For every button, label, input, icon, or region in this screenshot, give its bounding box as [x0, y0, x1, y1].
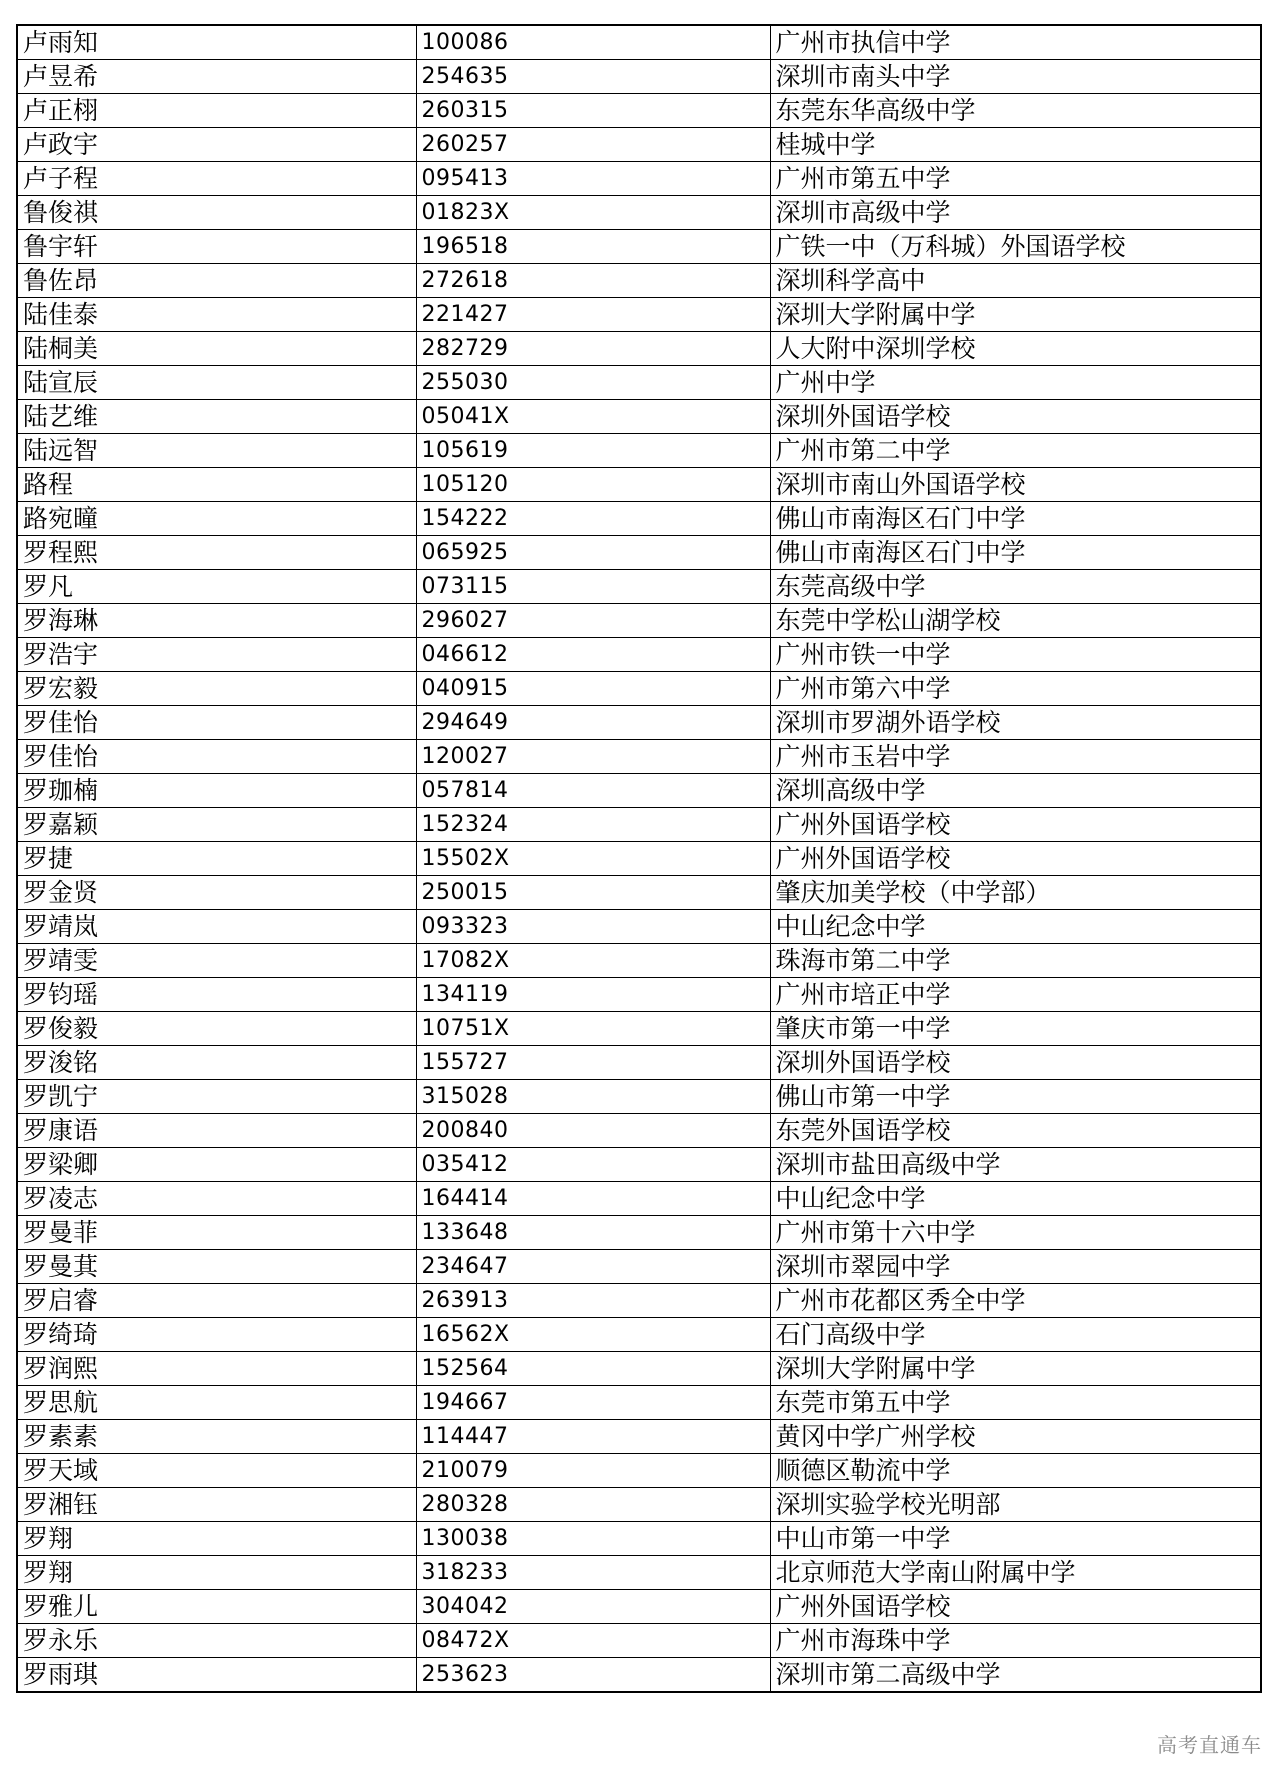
table-row [17, 570, 1261, 604]
student-id-cell: 254635 [416, 60, 770, 94]
school-name-cell: 深圳市翠园中学 [770, 1250, 1261, 1284]
school-name-cell: 中山纪念中学 [770, 1182, 1261, 1216]
table-row [17, 808, 1261, 842]
school-name-cell: 深圳市第二高级中学 [770, 1658, 1261, 1693]
school-name-cell: 广州市花都区秀全中学 [770, 1284, 1261, 1318]
table-row [17, 1386, 1261, 1420]
student-roster-table [16, 24, 1262, 1693]
student-id-cell: 155727 [416, 1046, 770, 1080]
student-id-cell: 100086 [416, 25, 770, 60]
student-id-cell: 200840 [416, 1114, 770, 1148]
school-name-cell: 深圳市罗湖外语学校 [770, 706, 1261, 740]
school-name-cell: 广州市玉岩中学 [770, 740, 1261, 774]
student-name-cell: 罗翔 [17, 1556, 416, 1590]
student-id-cell: 315028 [416, 1080, 770, 1114]
school-name-cell: 东莞外国语学校 [770, 1114, 1261, 1148]
student-id-cell: 255030 [416, 366, 770, 400]
table-row [17, 1080, 1261, 1114]
school-name-cell: 深圳科学高中 [770, 264, 1261, 298]
student-name-cell: 罗绮琦 [17, 1318, 416, 1352]
student-name-cell: 罗雅儿 [17, 1590, 416, 1624]
student-name-cell: 罗浩宇 [17, 638, 416, 672]
student-name-cell: 罗湘钰 [17, 1488, 416, 1522]
student-id-cell: 152324 [416, 808, 770, 842]
table-row [17, 1046, 1261, 1080]
school-name-cell: 佛山市南海区石门中学 [770, 536, 1261, 570]
student-name-cell: 路宛曈 [17, 502, 416, 536]
student-name-cell: 罗凯宁 [17, 1080, 416, 1114]
table-row [17, 196, 1261, 230]
school-name-cell: 深圳外国语学校 [770, 1046, 1261, 1080]
student-id-cell: 196518 [416, 230, 770, 264]
student-name-cell: 罗俊毅 [17, 1012, 416, 1046]
table-row [17, 366, 1261, 400]
table-row [17, 332, 1261, 366]
table-row [17, 1284, 1261, 1318]
student-name-cell: 罗海琳 [17, 604, 416, 638]
school-name-cell: 东莞东华高级中学 [770, 94, 1261, 128]
student-name-cell: 罗梁卿 [17, 1148, 416, 1182]
student-name-cell: 罗钧瑶 [17, 978, 416, 1012]
student-name-cell: 罗浚铭 [17, 1046, 416, 1080]
table-row [17, 910, 1261, 944]
student-name-cell: 罗嘉颖 [17, 808, 416, 842]
school-name-cell: 广州外国语学校 [770, 1590, 1261, 1624]
school-name-cell: 广州市执信中学 [770, 25, 1261, 60]
student-id-cell: 05041X [416, 400, 770, 434]
student-id-cell: 105120 [416, 468, 770, 502]
student-id-cell: 280328 [416, 1488, 770, 1522]
school-name-cell: 深圳高级中学 [770, 774, 1261, 808]
student-name-cell: 鲁俊祺 [17, 196, 416, 230]
school-name-cell: 珠海市第二中学 [770, 944, 1261, 978]
student-name-cell: 罗启睿 [17, 1284, 416, 1318]
school-name-cell: 广州外国语学校 [770, 842, 1261, 876]
school-name-cell: 深圳外国语学校 [770, 400, 1261, 434]
student-name-cell: 罗永乐 [17, 1624, 416, 1658]
student-name-cell: 罗金贤 [17, 876, 416, 910]
table-row [17, 162, 1261, 196]
school-name-cell: 桂城中学 [770, 128, 1261, 162]
student-id-cell: 221427 [416, 298, 770, 332]
student-id-cell: 17082X [416, 944, 770, 978]
school-name-cell: 深圳大学附属中学 [770, 1352, 1261, 1386]
student-id-cell: 114447 [416, 1420, 770, 1454]
roster-body [17, 25, 1261, 1692]
school-name-cell: 东莞市第五中学 [770, 1386, 1261, 1420]
student-name-cell: 鲁佐昂 [17, 264, 416, 298]
student-id-cell: 095413 [416, 162, 770, 196]
table-row [17, 94, 1261, 128]
table-row [17, 1658, 1261, 1693]
table-row [17, 1318, 1261, 1352]
student-name-cell: 罗捷 [17, 842, 416, 876]
school-name-cell: 中山市第一中学 [770, 1522, 1261, 1556]
table-row [17, 1114, 1261, 1148]
student-name-cell: 罗曼菲 [17, 1216, 416, 1250]
student-id-cell: 260257 [416, 128, 770, 162]
student-name-cell: 罗润熙 [17, 1352, 416, 1386]
student-id-cell: 152564 [416, 1352, 770, 1386]
table-row [17, 774, 1261, 808]
student-name-cell: 罗凡 [17, 570, 416, 604]
student-id-cell: 250015 [416, 876, 770, 910]
school-name-cell: 深圳大学附属中学 [770, 298, 1261, 332]
school-name-cell: 中山纪念中学 [770, 910, 1261, 944]
student-id-cell: 133648 [416, 1216, 770, 1250]
student-name-cell: 罗素素 [17, 1420, 416, 1454]
student-name-cell: 罗雨琪 [17, 1658, 416, 1693]
school-name-cell: 广州中学 [770, 366, 1261, 400]
student-name-cell: 罗靖岚 [17, 910, 416, 944]
school-name-cell: 人大附中深圳学校 [770, 332, 1261, 366]
table-row [17, 25, 1261, 60]
student-id-cell: 105619 [416, 434, 770, 468]
student-name-cell: 陆桐美 [17, 332, 416, 366]
student-name-cell: 罗天域 [17, 1454, 416, 1488]
student-id-cell: 304042 [416, 1590, 770, 1624]
table-row [17, 876, 1261, 910]
table-row [17, 842, 1261, 876]
table-row [17, 1420, 1261, 1454]
student-id-cell: 01823X [416, 196, 770, 230]
school-name-cell: 广州外国语学校 [770, 808, 1261, 842]
table-row [17, 706, 1261, 740]
student-id-cell: 164414 [416, 1182, 770, 1216]
student-id-cell: 272618 [416, 264, 770, 298]
school-name-cell: 佛山市第一中学 [770, 1080, 1261, 1114]
school-name-cell: 广州市铁一中学 [770, 638, 1261, 672]
table-row [17, 944, 1261, 978]
student-id-cell: 16562X [416, 1318, 770, 1352]
school-name-cell: 广州市第十六中学 [770, 1216, 1261, 1250]
table-row [17, 1012, 1261, 1046]
student-id-cell: 234647 [416, 1250, 770, 1284]
table-row [17, 536, 1261, 570]
student-id-cell: 120027 [416, 740, 770, 774]
table-row [17, 468, 1261, 502]
student-id-cell: 194667 [416, 1386, 770, 1420]
student-id-cell: 065925 [416, 536, 770, 570]
student-id-cell: 154222 [416, 502, 770, 536]
school-name-cell: 肇庆加美学校（中学部） [770, 876, 1261, 910]
table-row [17, 502, 1261, 536]
student-name-cell: 陆宣辰 [17, 366, 416, 400]
school-name-cell: 广铁一中（万科城）外国语学校 [770, 230, 1261, 264]
student-name-cell: 罗佳怡 [17, 706, 416, 740]
student-name-cell: 卢正栩 [17, 94, 416, 128]
student-id-cell: 253623 [416, 1658, 770, 1693]
table-row [17, 128, 1261, 162]
student-id-cell: 263913 [416, 1284, 770, 1318]
student-name-cell: 罗思航 [17, 1386, 416, 1420]
table-row [17, 1454, 1261, 1488]
table-row [17, 60, 1261, 94]
student-id-cell: 10751X [416, 1012, 770, 1046]
student-name-cell: 罗康语 [17, 1114, 416, 1148]
table-row [17, 1488, 1261, 1522]
table-row [17, 400, 1261, 434]
table-row [17, 434, 1261, 468]
table-row [17, 230, 1261, 264]
student-id-cell: 294649 [416, 706, 770, 740]
table-row [17, 1556, 1261, 1590]
student-id-cell: 040915 [416, 672, 770, 706]
table-row [17, 604, 1261, 638]
student-name-cell: 罗翔 [17, 1522, 416, 1556]
table-row [17, 1148, 1261, 1182]
school-name-cell: 肇庆市第一中学 [770, 1012, 1261, 1046]
school-name-cell: 广州市海珠中学 [770, 1624, 1261, 1658]
student-name-cell: 罗靖雯 [17, 944, 416, 978]
school-name-cell: 广州市培正中学 [770, 978, 1261, 1012]
school-name-cell: 深圳市南山外国语学校 [770, 468, 1261, 502]
school-name-cell: 深圳实验学校光明部 [770, 1488, 1261, 1522]
student-id-cell: 130038 [416, 1522, 770, 1556]
student-name-cell: 罗程熙 [17, 536, 416, 570]
student-id-cell: 15502X [416, 842, 770, 876]
student-name-cell: 陆远智 [17, 434, 416, 468]
table-row [17, 1624, 1261, 1658]
table-row [17, 264, 1261, 298]
school-name-cell: 广州市第六中学 [770, 672, 1261, 706]
school-name-cell: 黄冈中学广州学校 [770, 1420, 1261, 1454]
school-name-cell: 顺德区勒流中学 [770, 1454, 1261, 1488]
table-row [17, 638, 1261, 672]
student-id-cell: 073115 [416, 570, 770, 604]
student-name-cell: 陆艺维 [17, 400, 416, 434]
student-id-cell: 057814 [416, 774, 770, 808]
table-row [17, 1522, 1261, 1556]
school-name-cell: 东莞高级中学 [770, 570, 1261, 604]
student-name-cell: 罗珈楠 [17, 774, 416, 808]
student-name-cell: 罗凌志 [17, 1182, 416, 1216]
table-row [17, 740, 1261, 774]
student-name-cell: 罗曼萁 [17, 1250, 416, 1284]
watermark-text: 高考直通车 [1157, 1733, 1262, 1757]
student-name-cell: 陆佳泰 [17, 298, 416, 332]
table-row [17, 672, 1261, 706]
school-name-cell: 深圳市盐田高级中学 [770, 1148, 1261, 1182]
student-id-cell: 093323 [416, 910, 770, 944]
school-name-cell: 广州市第二中学 [770, 434, 1261, 468]
student-name-cell: 罗佳怡 [17, 740, 416, 774]
table-row [17, 1216, 1261, 1250]
table-row [17, 1182, 1261, 1216]
student-id-cell: 296027 [416, 604, 770, 638]
student-name-cell: 罗宏毅 [17, 672, 416, 706]
student-name-cell: 卢昱希 [17, 60, 416, 94]
school-name-cell: 石门高级中学 [770, 1318, 1261, 1352]
student-id-cell: 318233 [416, 1556, 770, 1590]
school-name-cell: 东莞中学松山湖学校 [770, 604, 1261, 638]
student-name-cell: 卢政宇 [17, 128, 416, 162]
student-id-cell: 046612 [416, 638, 770, 672]
student-name-cell: 卢雨知 [17, 25, 416, 60]
table-row [17, 1590, 1261, 1624]
student-id-cell: 260315 [416, 94, 770, 128]
table-row [17, 298, 1261, 332]
student-name-cell: 卢子程 [17, 162, 416, 196]
student-id-cell: 035412 [416, 1148, 770, 1182]
table-row [17, 1250, 1261, 1284]
school-name-cell: 北京师范大学南山附属中学 [770, 1556, 1261, 1590]
school-name-cell: 佛山市南海区石门中学 [770, 502, 1261, 536]
table-row [17, 1352, 1261, 1386]
student-id-cell: 134119 [416, 978, 770, 1012]
student-name-cell: 鲁宇轩 [17, 230, 416, 264]
school-name-cell: 深圳市南头中学 [770, 60, 1261, 94]
school-name-cell: 广州市第五中学 [770, 162, 1261, 196]
student-name-cell: 路程 [17, 468, 416, 502]
student-id-cell: 282729 [416, 332, 770, 366]
table-row [17, 978, 1261, 1012]
student-id-cell: 210079 [416, 1454, 770, 1488]
school-name-cell: 深圳市高级中学 [770, 196, 1261, 230]
student-id-cell: 08472X [416, 1624, 770, 1658]
